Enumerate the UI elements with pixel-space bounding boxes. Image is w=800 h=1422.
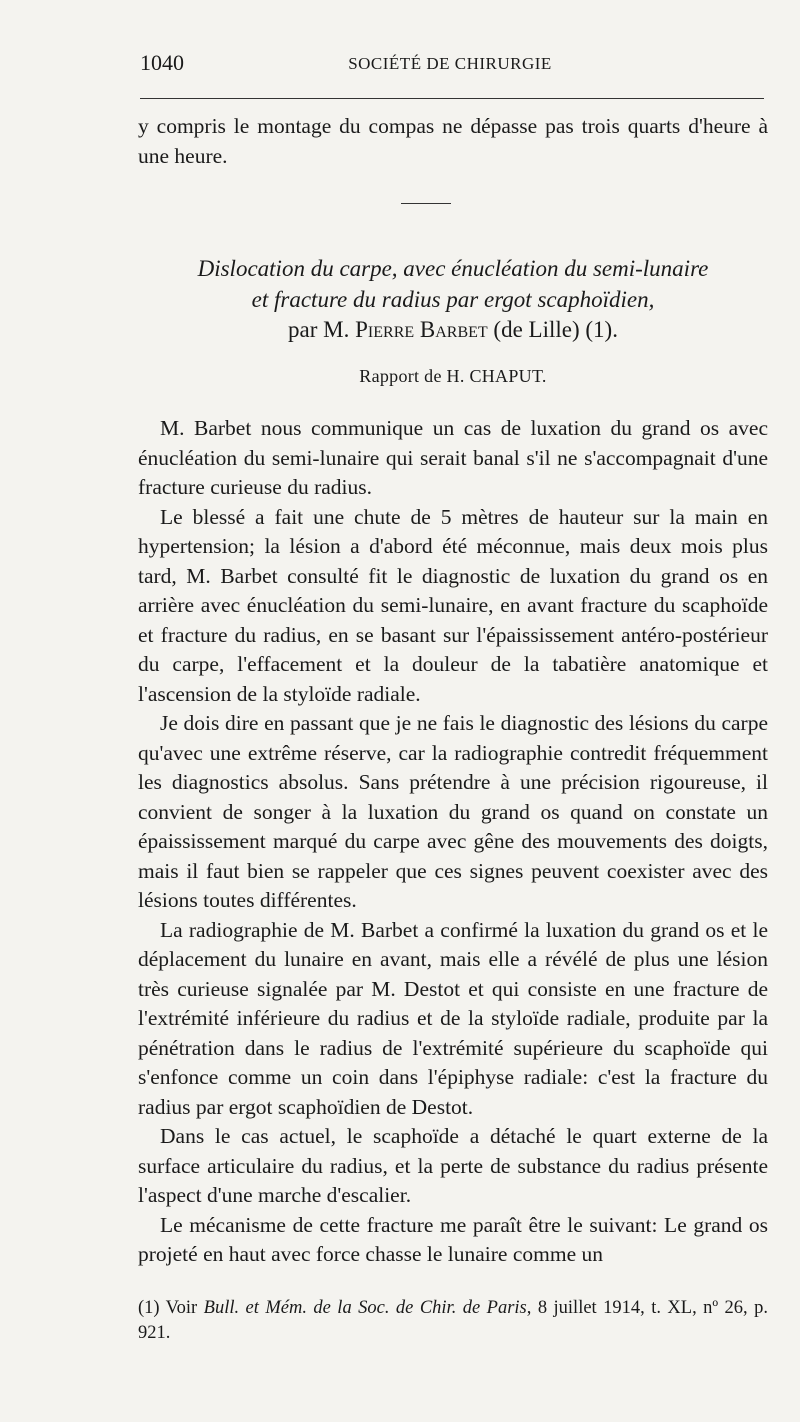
author-line <box>138 315 768 346</box>
paragraph: Le mécanisme de cette fracture me paraît être le suivant: Le grand os projeté en haut avec force chasse le lunaire comme un <box>138 1212 768 1266</box>
article-title <box>138 254 768 346</box>
intro-paragraph <box>138 112 768 171</box>
paragraph: Dans le cas actuel, le scaphoïde a détaché le quart externe de la surface articulaire du radius, et la perte de substance du radius présente l'aspect d'une marche d'escalier. <box>138 1124 768 1207</box>
footnote-prefix: (1) Voir <box>138 1298 204 1318</box>
author-suffix: (de Lille) (1). <box>487 317 618 342</box>
intro-text: y compris le montage du compas ne dépasse pas trois quarts d'heure à une heure. <box>138 114 768 168</box>
paragraph: M. Barbet nous communique un cas de luxation du grand os avec énucléation du semi-lunaire qui serait banal s'il ne s'accompagnait d'une fracture curieuse du radius. <box>138 416 768 499</box>
footnote-source: Bull. et Mém. de la Soc. de Chir. de Paris <box>203 1298 527 1318</box>
rapport-name: H. CHAPUT. <box>446 366 547 386</box>
paragraph: La radiographie de M. Barbet a confirmé la luxation du grand os et le déplacement du lunaire en avant, mais elle a révélé de plus une lésion très curieuse signalée par M. Destot et qui consiste en une fracture de l'extrémité inférieure du radius et de la styloïde radiale, produite par la pénétration dans le radius de l'extrémité supérieure du scaphoïde qui s'enfonce comme un coin dans l'épiphyse radiale: c'est la fracture du radius par ergot scaphoïdien de Destot. <box>138 917 768 1119</box>
footnote <box>138 1296 768 1346</box>
paragraph: Le blessé a fait une chute de 5 mètres de hauteur sur la main en hypertension; la lésion a d'abord été méconnue, mais deux mois plus tard, M. Barbet consulté fit le diagnostic de luxation du grand os en arrière avec énucléation du semi-lunaire, en avant fracture du scaphoïde et fracture du radius, en se basant sur l'épaississement antéro-postérieur du carpe, l'effacement et la douleur de la tabatière anatomique et l'ascension de la styloïde radiale. <box>138 504 768 706</box>
footnote-suffix: , 8 juillet 1914, t. XL, nº 26, p. 921. <box>138 1298 769 1343</box>
article-body <box>138 414 768 1270</box>
page-number: 1040 <box>140 50 184 75</box>
author-name: Pierre Barbet <box>355 317 488 342</box>
rapport-line <box>138 366 768 387</box>
section-separator <box>401 203 451 204</box>
running-head: SOCIÉTÉ DE CHIRURGIE <box>348 54 552 73</box>
title-line-2: et fracture du radius par ergot scaphoïdien, <box>251 286 655 312</box>
header-rule <box>140 98 764 99</box>
page-header <box>138 50 762 80</box>
paragraph: Je dois dire en passant que je ne fais le diagnostic des lésions du carpe qu'avec une extrême réserve, car la radiographie contredit fréquemment les diagnostics absolus. Sans prétendre à une précision rigoureuse, il convient de songer à la luxation du grand os quand on constate un épaississement marqué du carpe avec gêne des mouvements des doigts, mais il faut bien se rappeler que ces signes peuvent coexister avec des lésions toutes différentes. <box>138 711 768 912</box>
rapport-prefix: Rapport de <box>359 366 447 386</box>
title-line-1: Dislocation du carpe, avec énucléation du semi-lunaire <box>197 256 709 281</box>
author-prefix: par M. <box>288 317 356 342</box>
